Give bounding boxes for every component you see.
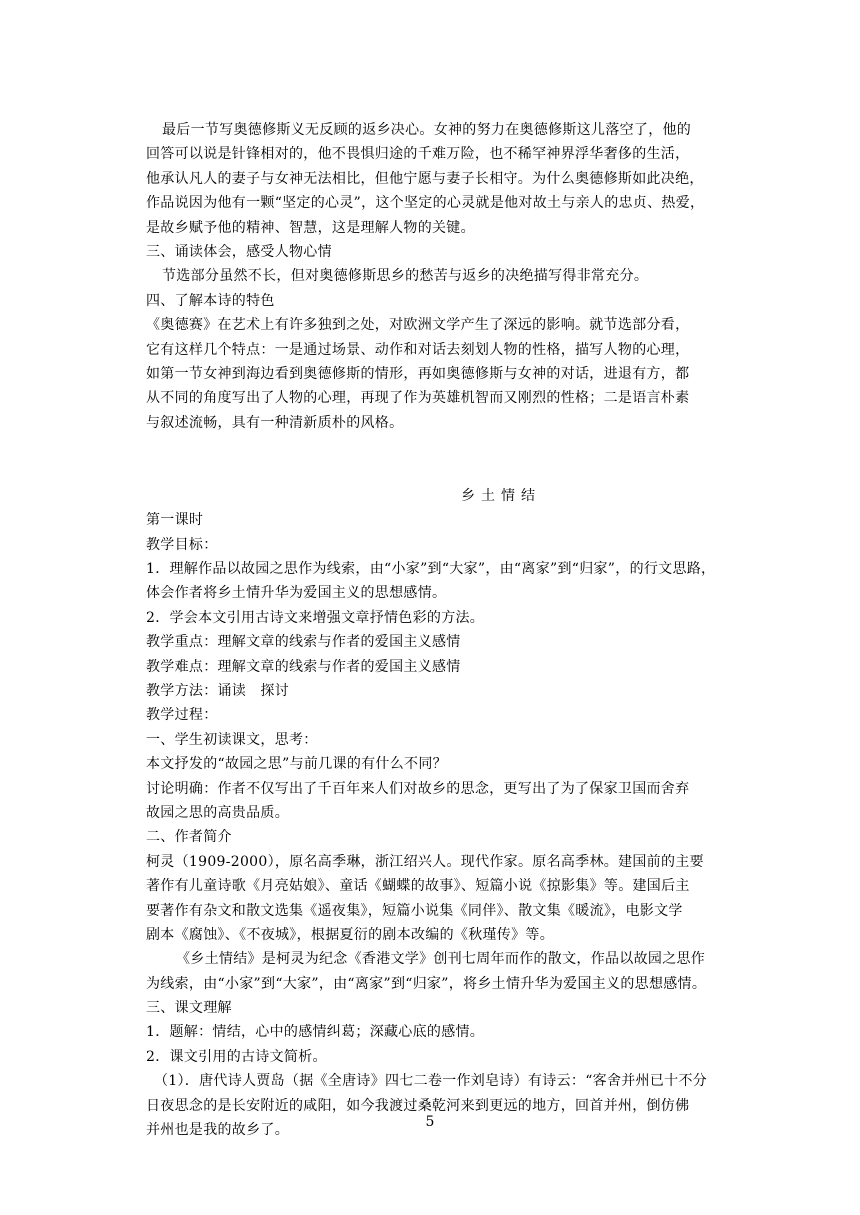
paragraph-line: 教学难点：理解文章的线索与作者的爱国主义感情: [146, 658, 461, 675]
paragraph-line: 2．课文引用的古诗文简析。: [146, 1048, 327, 1065]
paragraph-line: 讨论明确：作者不仅写出了千百年来人们对故乡的思念，更写出了为了保家卫国而舍弃: [146, 780, 690, 797]
paragraph-line: 剧本《腐蚀》、《不夜城》，根据夏衍的剧本改编的《秋瑾传》等。: [146, 926, 554, 943]
paragraph-line: 节选部分虽然不长，但对奥德修斯思乡的愁苦与返乡的决绝描写得非常充分。: [162, 268, 649, 285]
paragraph-line: 体会作者将乡土情升华为爱国主义的思想感情。: [146, 585, 447, 602]
paragraph-line: 教学重点：理解文章的线索与作者的爱国主义感情: [146, 634, 461, 651]
section-heading: 三、课文理解: [146, 1000, 232, 1017]
paragraph-line: 著作有儿童诗歌《月亮姑娘》、童话《蝴蝶的故事》、短篇小说《掠影集》等。建国后主: [146, 878, 690, 895]
paragraph-line: 2．学会本文引用古诗文来增强文章抒情色彩的方法。: [146, 609, 485, 626]
paragraph-line: 最后一节写奥德修斯义无反顾的返乡决心。女神的努力在奥德修斯这儿落空了，他的: [162, 122, 692, 138]
paragraph-line: 回答可以说是针锋相对的，他不畏惧归途的千难万险，也不稀罕神界浮华奢侈的生活，: [146, 146, 690, 163]
paragraph-line: 教学目标：: [146, 536, 218, 553]
paragraph-line: 如第一节女神到海边看到奥德修斯的情形，再如奥德修斯与女神的对话，进退有方，都: [146, 365, 690, 382]
paragraph-line: 1．题解：情结，心中的感情纠葛；深藏心底的感情。: [146, 1024, 485, 1041]
article-title: 乡土情结: [461, 487, 541, 504]
section-heading: 四、了解本诗的特色: [146, 292, 275, 309]
paragraph-line: （1）．唐代诗人贾岛（据《全唐诗》四七二卷一作刘皂诗）有诗云：“客舍并州已十不分: [154, 1073, 708, 1090]
paragraph-line: 与叙述流畅，具有一种清新质朴的风格。: [146, 414, 404, 431]
paragraph-line: 并州也是我的故乡了。: [146, 1122, 289, 1139]
paragraph-line: 教学过程：: [146, 707, 218, 724]
paragraph-line: 本文抒发的“故园之思”与前几课的有什么不同？: [146, 756, 447, 773]
paragraph-line: 从不同的角度写出了人物的心理，再现了作为英雄机智而又刚烈的性格；二是语言朴素: [146, 390, 690, 407]
lesson-label: 第一课时: [146, 512, 204, 529]
paragraph-line: 日夜思念的是长安附近的咸阳，如今我渡过桑乾河来到更远的地方，回首并州，倒仿佛: [146, 1097, 690, 1114]
paragraph-line: 它有这样几个特点：一是通过场景、动作和对话去刻划人物的性格，描写人物的心理，: [146, 341, 690, 358]
paragraph-line: 为线索，由“小家”到“大家”，由“离家”到“归家”，将乡土情升华为爱国主义的思想感情。: [146, 975, 707, 992]
page-number: 5: [425, 1114, 435, 1130]
section-heading: 二、作者简介: [146, 829, 232, 846]
document-body: [146, 118, 716, 1142]
paragraph-line: 要著作有杂文和散文选集《遥夜集》，短篇小说集《同伴》、散文集《暖流》，电影文学: [146, 902, 683, 919]
paragraph-line: 1．理解作品以故园之思作为线索，由“小家”到“大家”，由“离家”到“归家”，的行文思路，: [146, 561, 716, 578]
section-heading: 三、诵读体会，感受人物心情: [146, 243, 332, 260]
paragraph-line: 柯灵（1909-2000），原名高季琳，浙江绍兴人。现代作家。原名高季林。建国前的主要: [146, 853, 704, 870]
paragraph-line: 《乡土情结》是柯灵为纪念《香港文学》创刊七周年而作的散文，作品以故园之思作: [176, 951, 706, 968]
section-heading: 一、学生初读课文，思考：: [146, 731, 318, 748]
paragraph-line: 故园之思的高贵品质。: [146, 804, 289, 821]
paragraph-line: 《奥德赛》在艺术上有许多独到之处，对欧洲文学产生了深远的影响。就节选部分看，: [146, 317, 690, 334]
paragraph-line: 是故乡赋予他的精神、智慧，这是理解人物的关键。: [146, 219, 475, 236]
paragraph-line: 教学方法：诵读 探讨: [146, 682, 289, 699]
paragraph-line: 他承认凡人的妻子与女神无法相比，但他宁愿与妻子长相守。为什么奥德修斯如此决绝，: [146, 170, 704, 187]
paragraph-line: 作品说因为他有一颗“坚定的心灵”，这个坚定的心灵就是他对故土与亲人的忠贞、热爱，: [146, 195, 705, 212]
